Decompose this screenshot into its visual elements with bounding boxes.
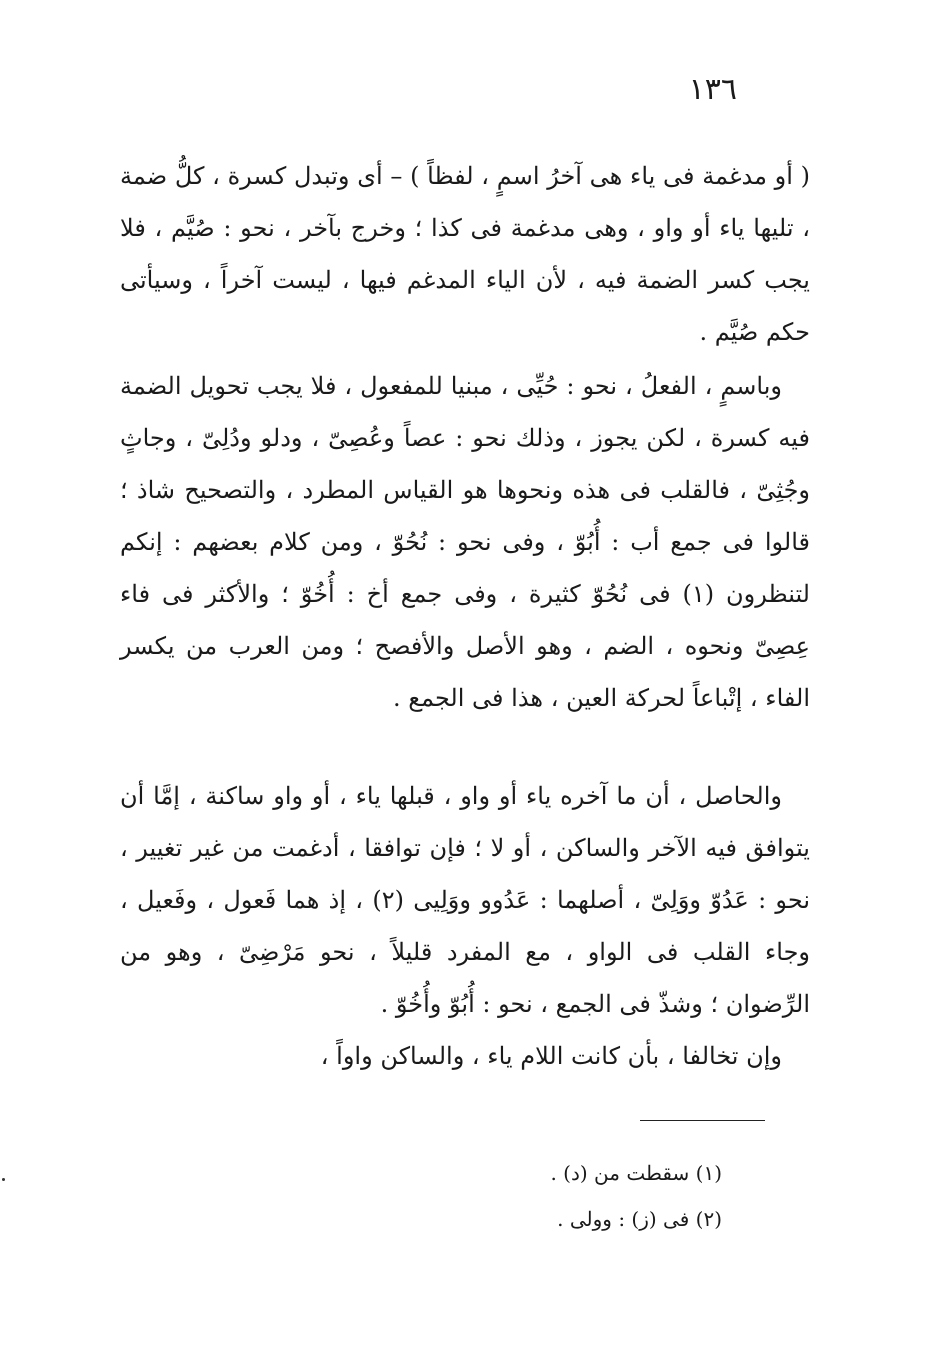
paragraph-2 (120, 360, 810, 724)
paragraph-1 (120, 150, 810, 358)
scan-speck (2, 1178, 5, 1181)
footnote-2: (٢) فى (ز) : وولى . (557, 1207, 722, 1231)
footnote-1: (١) سقطت من (د) . (550, 1161, 722, 1185)
paragraph-4 (120, 1030, 810, 1082)
paragraph-3 (120, 770, 810, 1030)
paragraph-text: وإن تخالفا ، بأن كانت اللام ياء ، والساكن واواً ، (320, 1042, 782, 1070)
paragraph-text: وباسمٍ ، الفعلُ ، نحو : حُيِّى ، مبنيا للمفعول ، فلا يجب تحويل الضمة فيه كسرة ، لكن يجوز ، وذلك نحو : عصاً وعُصِىّ ، ودلو ودُلِىّ ، وجاثٍ وجُثِىّ ، فالقلب فى هذه ونحوها هو القياس المطرد ، والتصحيح شاذ ؛ قالوا فى جمع أب : أُبُوّ ، وفى نحو : نُحُوّ ، ومن كلام بعضهم : إنكم لتنظرون (١) فى نُحُوّ كثيرة ، وفى جمع أخ : أُخُوّ ؛ والأكثر فى فاء عِصِىّ ونحوه ، الضم ، وهو الأصل والأفصح ؛ ومن العرب من يكسر الفاء ، إتْباعاً لحركة العين ، هذا فى الجمع . (120, 372, 810, 712)
paragraph-text: والحاصل ، أن ما آخره ياء أو واو ، قبلها ياء ، أو واو ساكنة ، إمَّا أن يتوافق فيه الآخر والساكن ، أو لا ؛ فإن توافقا ، أدغمت من غير تغيير ، نحو : عَدُوّ ووَلِىّ ، أصلهما : عَدُوو ووَلِيى (٢) ، إذ هما فَعول ، وفَعيل ، وجاء القلب فى الواو ، مع المفرد قليلاً ، نحو مَرْضِىّ ، وهو من الرِّضوان ؛ وشذّ فى الجمع ، نحو : أُبُوّ وأُخُوّ . (120, 782, 810, 1018)
paragraph-text: ( أو مدغمة فى ياء هى آخرُ اسمٍ ، لفظاً ) – أى وتبدل كسرة ، كلُّ ضمة ، تليها ياء أو واو ، وهى مدغمة فى كذا ؛ وخرج بآخر ، نحو : صُيَّم ، فلا يجب كسر الضمة فيه ، لأن الياء المدغم فيها ، ليست آخراً ، وسيأتى حكم صُيَّم . (120, 162, 810, 346)
footnote-separator (640, 1120, 765, 1121)
page-number: ١٣٦ (688, 72, 737, 107)
footnotes (222, 1150, 722, 1242)
